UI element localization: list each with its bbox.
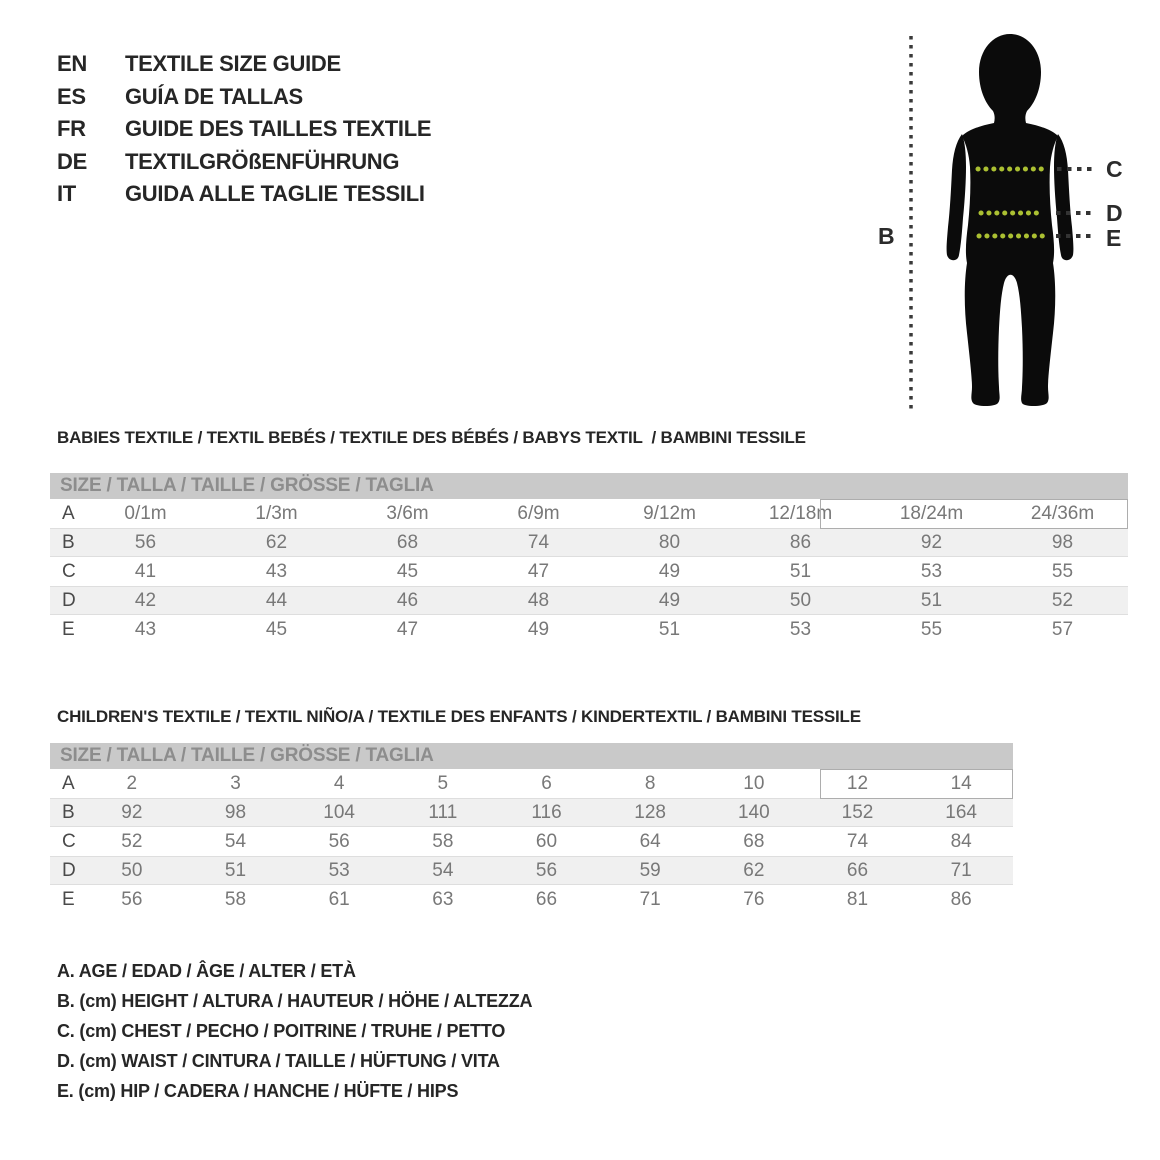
child-measurement-figure bbox=[850, 20, 1160, 420]
language-row bbox=[57, 146, 431, 179]
table-cell: 12 bbox=[846, 772, 869, 794]
language-title: GUÍA DE TALLAS bbox=[125, 83, 303, 109]
language-code: EN bbox=[57, 51, 87, 77]
table-cell: 76 bbox=[743, 888, 765, 910]
table-row bbox=[50, 615, 1128, 644]
hip-label: E bbox=[1106, 225, 1122, 251]
table-cell: 4 bbox=[333, 772, 345, 794]
table-cell: 80 bbox=[658, 531, 681, 553]
row-label: D bbox=[62, 589, 76, 611]
babies-size-header: SIZE / TALLA / TAILLE / GRÖSSE / TAGLIA bbox=[50, 473, 1128, 499]
table-cell: 98 bbox=[224, 801, 247, 823]
language-row bbox=[57, 113, 431, 146]
table-cell: 62 bbox=[265, 531, 288, 553]
table-cell: 49 bbox=[527, 618, 550, 640]
table-cell: 9/12m bbox=[643, 502, 696, 524]
table-cell: 61 bbox=[328, 888, 350, 910]
table-cell: 46 bbox=[396, 589, 419, 611]
table-row bbox=[50, 885, 1013, 914]
table-cell: 10 bbox=[743, 772, 765, 794]
row-label: C bbox=[62, 830, 76, 852]
legend-line: E. (cm) HIP / CADERA / HANCHE / HÜFTE / HIPS bbox=[57, 1081, 459, 1101]
language-title: TEXTILGRÖßENFÜHRUNG bbox=[125, 148, 400, 174]
table-cell: 43 bbox=[134, 618, 157, 640]
table-cell: 58 bbox=[432, 830, 454, 852]
babies-header-highlight-box bbox=[820, 499, 1128, 529]
language-code: FR bbox=[57, 116, 86, 142]
table-cell: 92 bbox=[920, 531, 943, 553]
table-cell: 8 bbox=[644, 772, 656, 794]
table-cell: 49 bbox=[658, 589, 681, 611]
chest-label: C bbox=[1106, 156, 1123, 182]
table-cell: 53 bbox=[328, 859, 350, 881]
table-cell: 24/36m bbox=[1030, 502, 1095, 524]
language-title: GUIDA ALLE TAGLIE TESSILI bbox=[125, 181, 425, 207]
measurement-legend bbox=[57, 956, 532, 1106]
table-cell: 62 bbox=[743, 859, 765, 881]
table-cell: 60 bbox=[535, 830, 558, 852]
table-cell: 50 bbox=[789, 589, 812, 611]
row-label: B bbox=[62, 531, 75, 553]
table-cell: 56 bbox=[535, 859, 558, 881]
row-label: E bbox=[62, 888, 75, 910]
table-cell: 55 bbox=[1051, 560, 1074, 582]
table-cell: 111 bbox=[428, 801, 458, 823]
table-cell: 0/1m bbox=[124, 502, 167, 524]
waist-label: D bbox=[1106, 200, 1123, 226]
table-cell: 140 bbox=[737, 801, 770, 823]
children-header-highlight-box bbox=[820, 769, 1013, 799]
child-left-arm bbox=[947, 134, 966, 260]
table-cell: 3/6m bbox=[386, 502, 429, 524]
table-cell: 56 bbox=[328, 830, 350, 852]
table-cell: 66 bbox=[846, 859, 869, 881]
table-cell: 164 bbox=[945, 801, 977, 823]
table-row bbox=[50, 798, 1013, 827]
table-cell: 66 bbox=[535, 888, 558, 910]
table-cell: 3 bbox=[230, 772, 241, 794]
table-row bbox=[50, 528, 1128, 557]
child-silhouette bbox=[962, 34, 1058, 406]
table-cell: 45 bbox=[396, 560, 419, 582]
legend-line: B. (cm) HEIGHT / ALTURA / HAUTEUR / HÖHE / ALTEZZA bbox=[57, 991, 533, 1011]
table-cell: 58 bbox=[224, 888, 247, 910]
row-label: C bbox=[62, 560, 76, 582]
table-cell: 51 bbox=[224, 859, 247, 881]
table-cell: 51 bbox=[658, 618, 681, 640]
children-section-title: CHILDREN'S TEXTILE / TEXTIL NIÑO/A / TEXTILE DES ENFANTS / KINDERTEXTIL / BAMBINI TESSILE bbox=[57, 707, 861, 726]
language-title-list bbox=[57, 48, 431, 211]
row-label: D bbox=[62, 859, 76, 881]
legend-line: C. (cm) CHEST / PECHO / POITRINE / TRUHE / PETTO bbox=[57, 1021, 506, 1041]
table-cell: 47 bbox=[396, 618, 419, 640]
table-cell: 5 bbox=[437, 772, 449, 794]
language-code: IT bbox=[57, 181, 76, 207]
table-cell: 71 bbox=[950, 859, 972, 881]
table-cell: 116 bbox=[531, 801, 562, 823]
table-cell: 81 bbox=[846, 888, 869, 910]
table-cell: 55 bbox=[920, 618, 943, 640]
language-code: DE bbox=[57, 148, 87, 174]
table-cell: 45 bbox=[265, 618, 288, 640]
table-cell: 6 bbox=[541, 772, 552, 794]
table-cell: 18/24m bbox=[899, 502, 964, 524]
language-row bbox=[57, 48, 431, 81]
table-row bbox=[50, 557, 1128, 586]
table-cell: 48 bbox=[527, 589, 550, 611]
table-cell: 71 bbox=[639, 888, 661, 910]
children-size-header: SIZE / TALLA / TAILLE / GRÖSSE / TAGLIA bbox=[50, 743, 1013, 769]
table-cell: 86 bbox=[950, 888, 972, 910]
row-label: E bbox=[62, 618, 75, 640]
table-cell: 84 bbox=[950, 830, 972, 852]
row-label: A bbox=[62, 772, 75, 794]
language-row bbox=[57, 178, 431, 211]
table-cell: 56 bbox=[121, 888, 143, 910]
table-cell: 1/3m bbox=[255, 502, 298, 524]
table-cell: 68 bbox=[396, 531, 419, 553]
table-cell: 42 bbox=[134, 589, 157, 611]
table-cell: 52 bbox=[121, 830, 143, 852]
table-cell: 50 bbox=[121, 859, 143, 881]
table-cell: 52 bbox=[1051, 589, 1074, 611]
table-cell: 57 bbox=[1051, 618, 1074, 640]
legend-line: D. (cm) WAIST / CINTURA / TAILLE / HÜFTUNG / VITA bbox=[57, 1051, 500, 1071]
table-cell: 54 bbox=[224, 830, 247, 852]
child-right-arm bbox=[1054, 134, 1073, 260]
table-row bbox=[50, 827, 1013, 856]
table-cell: 92 bbox=[121, 801, 143, 823]
language-title: TEXTILE SIZE GUIDE bbox=[125, 51, 341, 77]
table-cell: 64 bbox=[639, 830, 661, 852]
row-label: A bbox=[62, 502, 75, 524]
legend-line: A. AGE / EDAD / ÂGE / ALTER / ETÀ bbox=[57, 961, 356, 981]
height-label: B bbox=[878, 223, 895, 249]
child-figure-svg bbox=[850, 20, 1160, 420]
babies-section-title: BABIES TEXTILE / TEXTIL BEBÉS / TEXTILE DES BÉBÉS / BABYS TEXTIL / BAMBINI TESSILE bbox=[57, 428, 806, 447]
table-cell: 12/18m bbox=[768, 502, 833, 524]
table-cell: 41 bbox=[134, 560, 157, 582]
table-cell: 6/9m bbox=[517, 502, 560, 524]
row-label: B bbox=[62, 801, 75, 823]
language-row bbox=[57, 81, 431, 114]
table-cell: 51 bbox=[789, 560, 812, 582]
table-cell: 59 bbox=[639, 859, 661, 881]
table-cell: 47 bbox=[527, 560, 550, 582]
table-cell: 63 bbox=[432, 888, 454, 910]
table-cell: 51 bbox=[920, 589, 943, 611]
table-cell: 14 bbox=[950, 772, 972, 794]
table-cell: 53 bbox=[789, 618, 812, 640]
table-cell: 53 bbox=[920, 560, 943, 582]
table-row bbox=[50, 856, 1013, 885]
table-row bbox=[50, 586, 1128, 615]
table-cell: 152 bbox=[841, 801, 874, 823]
table-cell: 68 bbox=[743, 830, 765, 852]
table-cell: 49 bbox=[658, 560, 681, 582]
table-cell: 128 bbox=[634, 801, 666, 823]
table-cell: 56 bbox=[134, 531, 157, 553]
table-cell: 43 bbox=[265, 560, 288, 582]
language-code: ES bbox=[57, 83, 86, 109]
table-cell: 54 bbox=[432, 859, 454, 881]
table-cell: 74 bbox=[846, 830, 869, 852]
table-cell: 74 bbox=[527, 531, 550, 553]
language-title: GUIDE DES TAILLES TEXTILE bbox=[125, 116, 432, 142]
table-cell: 98 bbox=[1051, 531, 1074, 553]
table-cell: 44 bbox=[265, 589, 288, 611]
table-cell: 86 bbox=[789, 531, 812, 553]
table-cell: 2 bbox=[126, 772, 138, 794]
table-cell: 104 bbox=[323, 801, 355, 823]
